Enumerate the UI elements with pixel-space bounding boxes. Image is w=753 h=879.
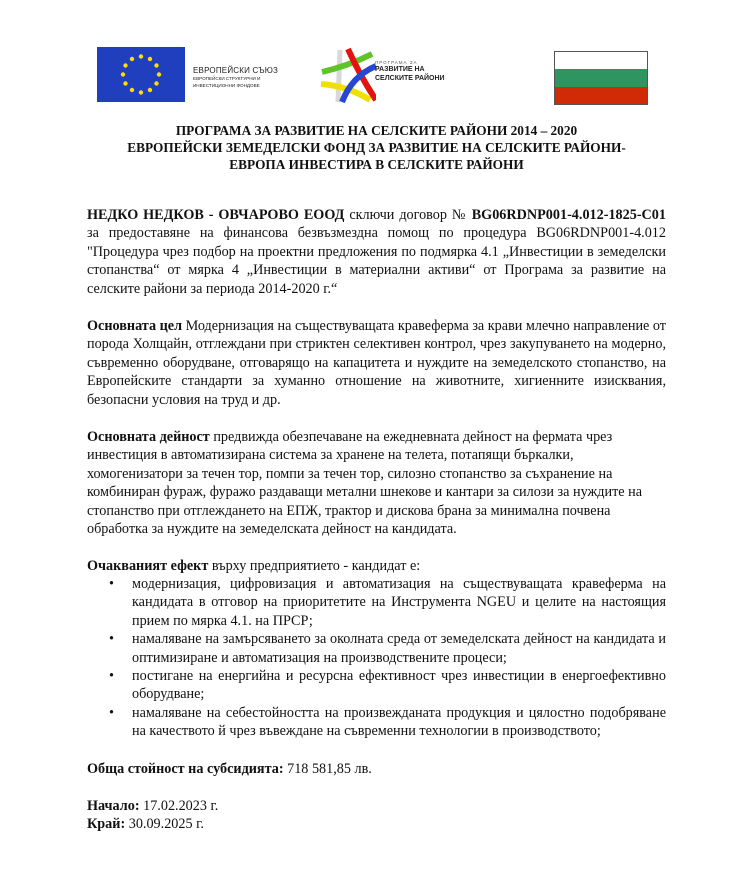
start-date-value: 17.02.2023 г. bbox=[139, 797, 219, 814]
list-item bbox=[87, 630, 666, 667]
contract-text1: сключи договор № bbox=[344, 207, 472, 223]
effect-item-text: постигане на енергийна и ресурсна ефективност чрез инвестиции в енергоефективно оборудване; bbox=[132, 667, 666, 703]
prdp-logo-text bbox=[375, 60, 445, 83]
bullet-icon: • bbox=[109, 575, 114, 592]
effect-item-text: модернизация, цифровизация и автоматизация на съществуващата кравеферма на кандидата в отговор на приоритетите на Инструмента NGEU и целите на настоящия прием по мярка 4.1. на ПРСР; bbox=[132, 575, 666, 629]
heading-line3: ЕВРОПА ИНВЕСТИРА В СЕЛСКИТЕ РАЙОНИ bbox=[229, 157, 524, 172]
list-item bbox=[87, 575, 666, 630]
document-heading bbox=[0, 122, 753, 173]
flag-stripe-green bbox=[555, 69, 647, 86]
bullet-icon: • bbox=[109, 667, 114, 684]
end-date-line bbox=[87, 815, 666, 833]
list-item bbox=[87, 667, 666, 704]
eu-logo-text bbox=[193, 66, 278, 89]
activity-label: Основната дейност bbox=[87, 429, 210, 446]
company-name: НЕДКО НЕДКОВ - ОВЧАРОВО ЕООД bbox=[87, 207, 345, 223]
document-body bbox=[87, 206, 666, 834]
goal-paragraph bbox=[87, 317, 666, 409]
logo-header bbox=[0, 40, 753, 115]
subsidy-label: Обща стойност на субсидията: bbox=[87, 760, 284, 777]
goal-label: Основната цел bbox=[87, 318, 183, 335]
eu-stars-icon bbox=[97, 47, 185, 102]
effect-intro bbox=[87, 557, 666, 575]
heading-line1: ПРОГРАМА ЗА РАЗВИТИЕ НА СЕЛСКИТЕ РАЙОНИ 2014 – 2020 bbox=[175, 123, 578, 138]
prdp-line3: СЕЛСКИТЕ РАЙОНИ bbox=[375, 75, 445, 82]
contract-text2: за предоставяне на финансова безвъзмездна помощ по процедура BG06RDNP001-4.012 "Процедура чрез подбор на проектни предложения по подмярка 4.1 „Инвестиции в земеделски стопанства“ от мярка 4 „Инвестиции в материални активи“ от Програма за развитие на селските райони за периода 2014-2020 г.“ bbox=[87, 225, 666, 297]
contract-paragraph bbox=[87, 206, 666, 298]
flag-stripe-red bbox=[555, 87, 647, 104]
end-date-value: 30.09.2025 г. bbox=[125, 816, 204, 833]
eu-subtitle-line2: ИНВЕСТИЦИОННИ ФОНДОВЕ bbox=[193, 83, 260, 88]
start-date-label: Начало: bbox=[87, 797, 140, 814]
contract-number: BG06RDNP001-4.012-1825-C01 bbox=[471, 207, 666, 223]
effect-label: Очакваният ефект bbox=[87, 557, 209, 574]
effects-list bbox=[87, 575, 666, 741]
end-date-label: Край: bbox=[87, 816, 126, 833]
subsidy-value: 718 581,85 лв. bbox=[283, 760, 372, 777]
start-date-line bbox=[87, 797, 666, 815]
prdp-line2: РАЗВИТИЕ НА bbox=[375, 66, 425, 73]
activity-paragraph bbox=[87, 428, 666, 538]
bullet-icon: • bbox=[109, 704, 114, 721]
eu-title: ЕВРОПЕЙСКИ СЪЮЗ bbox=[193, 66, 279, 75]
bullet-icon: • bbox=[109, 631, 114, 648]
goal-text: Модернизация на съществуващата кравеферма за крави млечно направление от порода Холщайн, отглеждани при стриктен селективен контрол, чрез закупуването на модерно, съвременно оборудване, отговарящо на капацитета и нуждите на земеделското стопанство, на Европейските стандарти за хуманно отношение на животните, хигиенните изисквания, безопасни условия на труд и др. bbox=[87, 318, 667, 408]
bulgarian-flag-icon bbox=[554, 51, 648, 105]
heading-line2: ЕВРОПЕЙСКИ ЗЕМЕДЕЛСКИ ФОНД ЗА РАЗВИТИЕ НА СЕЛСКИТЕ РАЙОНИ- bbox=[127, 140, 626, 155]
subsidy-line bbox=[87, 760, 666, 778]
effect-item-text: намаляване на замърсяването за околната среда от земеделската дейност на кандидата и оптимизиране и автоматизация на производствените процеси; bbox=[132, 631, 666, 666]
eu-flag-icon bbox=[97, 47, 185, 102]
activity-text: предвижда обезпечаване на ежедневната дейност на фермата чрез инвестиция в автоматизирана система за хранене на телета, потапящи бъркалки, хомогенизатори за течен тор, помпи за течен тор, силозно стопанство за съхранение на комбиниран фураж, фуражо раздаващи метални шнекове и кантари за силози за нуждите на стопанство при отглеждането на ЕПЖ, трактор и дискова брана за минимална почвена обработка за нуждите на земеделската дейност на кандидата. bbox=[87, 429, 643, 538]
eu-subtitle-line1: ЕВРОПЕЙСКИ СТРУКТУРНИ И bbox=[193, 76, 261, 81]
rural-development-programme-icon bbox=[318, 46, 376, 104]
list-item bbox=[87, 704, 666, 741]
effect-text: върху предприятието - кандидат е: bbox=[208, 557, 421, 574]
effect-item-text: намаляване на себестойността на произвежданата продукция и цялостно подобряване на качеството й чрез въвеждане на съвременни технологии в производството; bbox=[132, 704, 666, 740]
prdp-line1: ПРОГРАМА ЗА bbox=[375, 60, 418, 65]
flag-stripe-white bbox=[555, 52, 647, 69]
